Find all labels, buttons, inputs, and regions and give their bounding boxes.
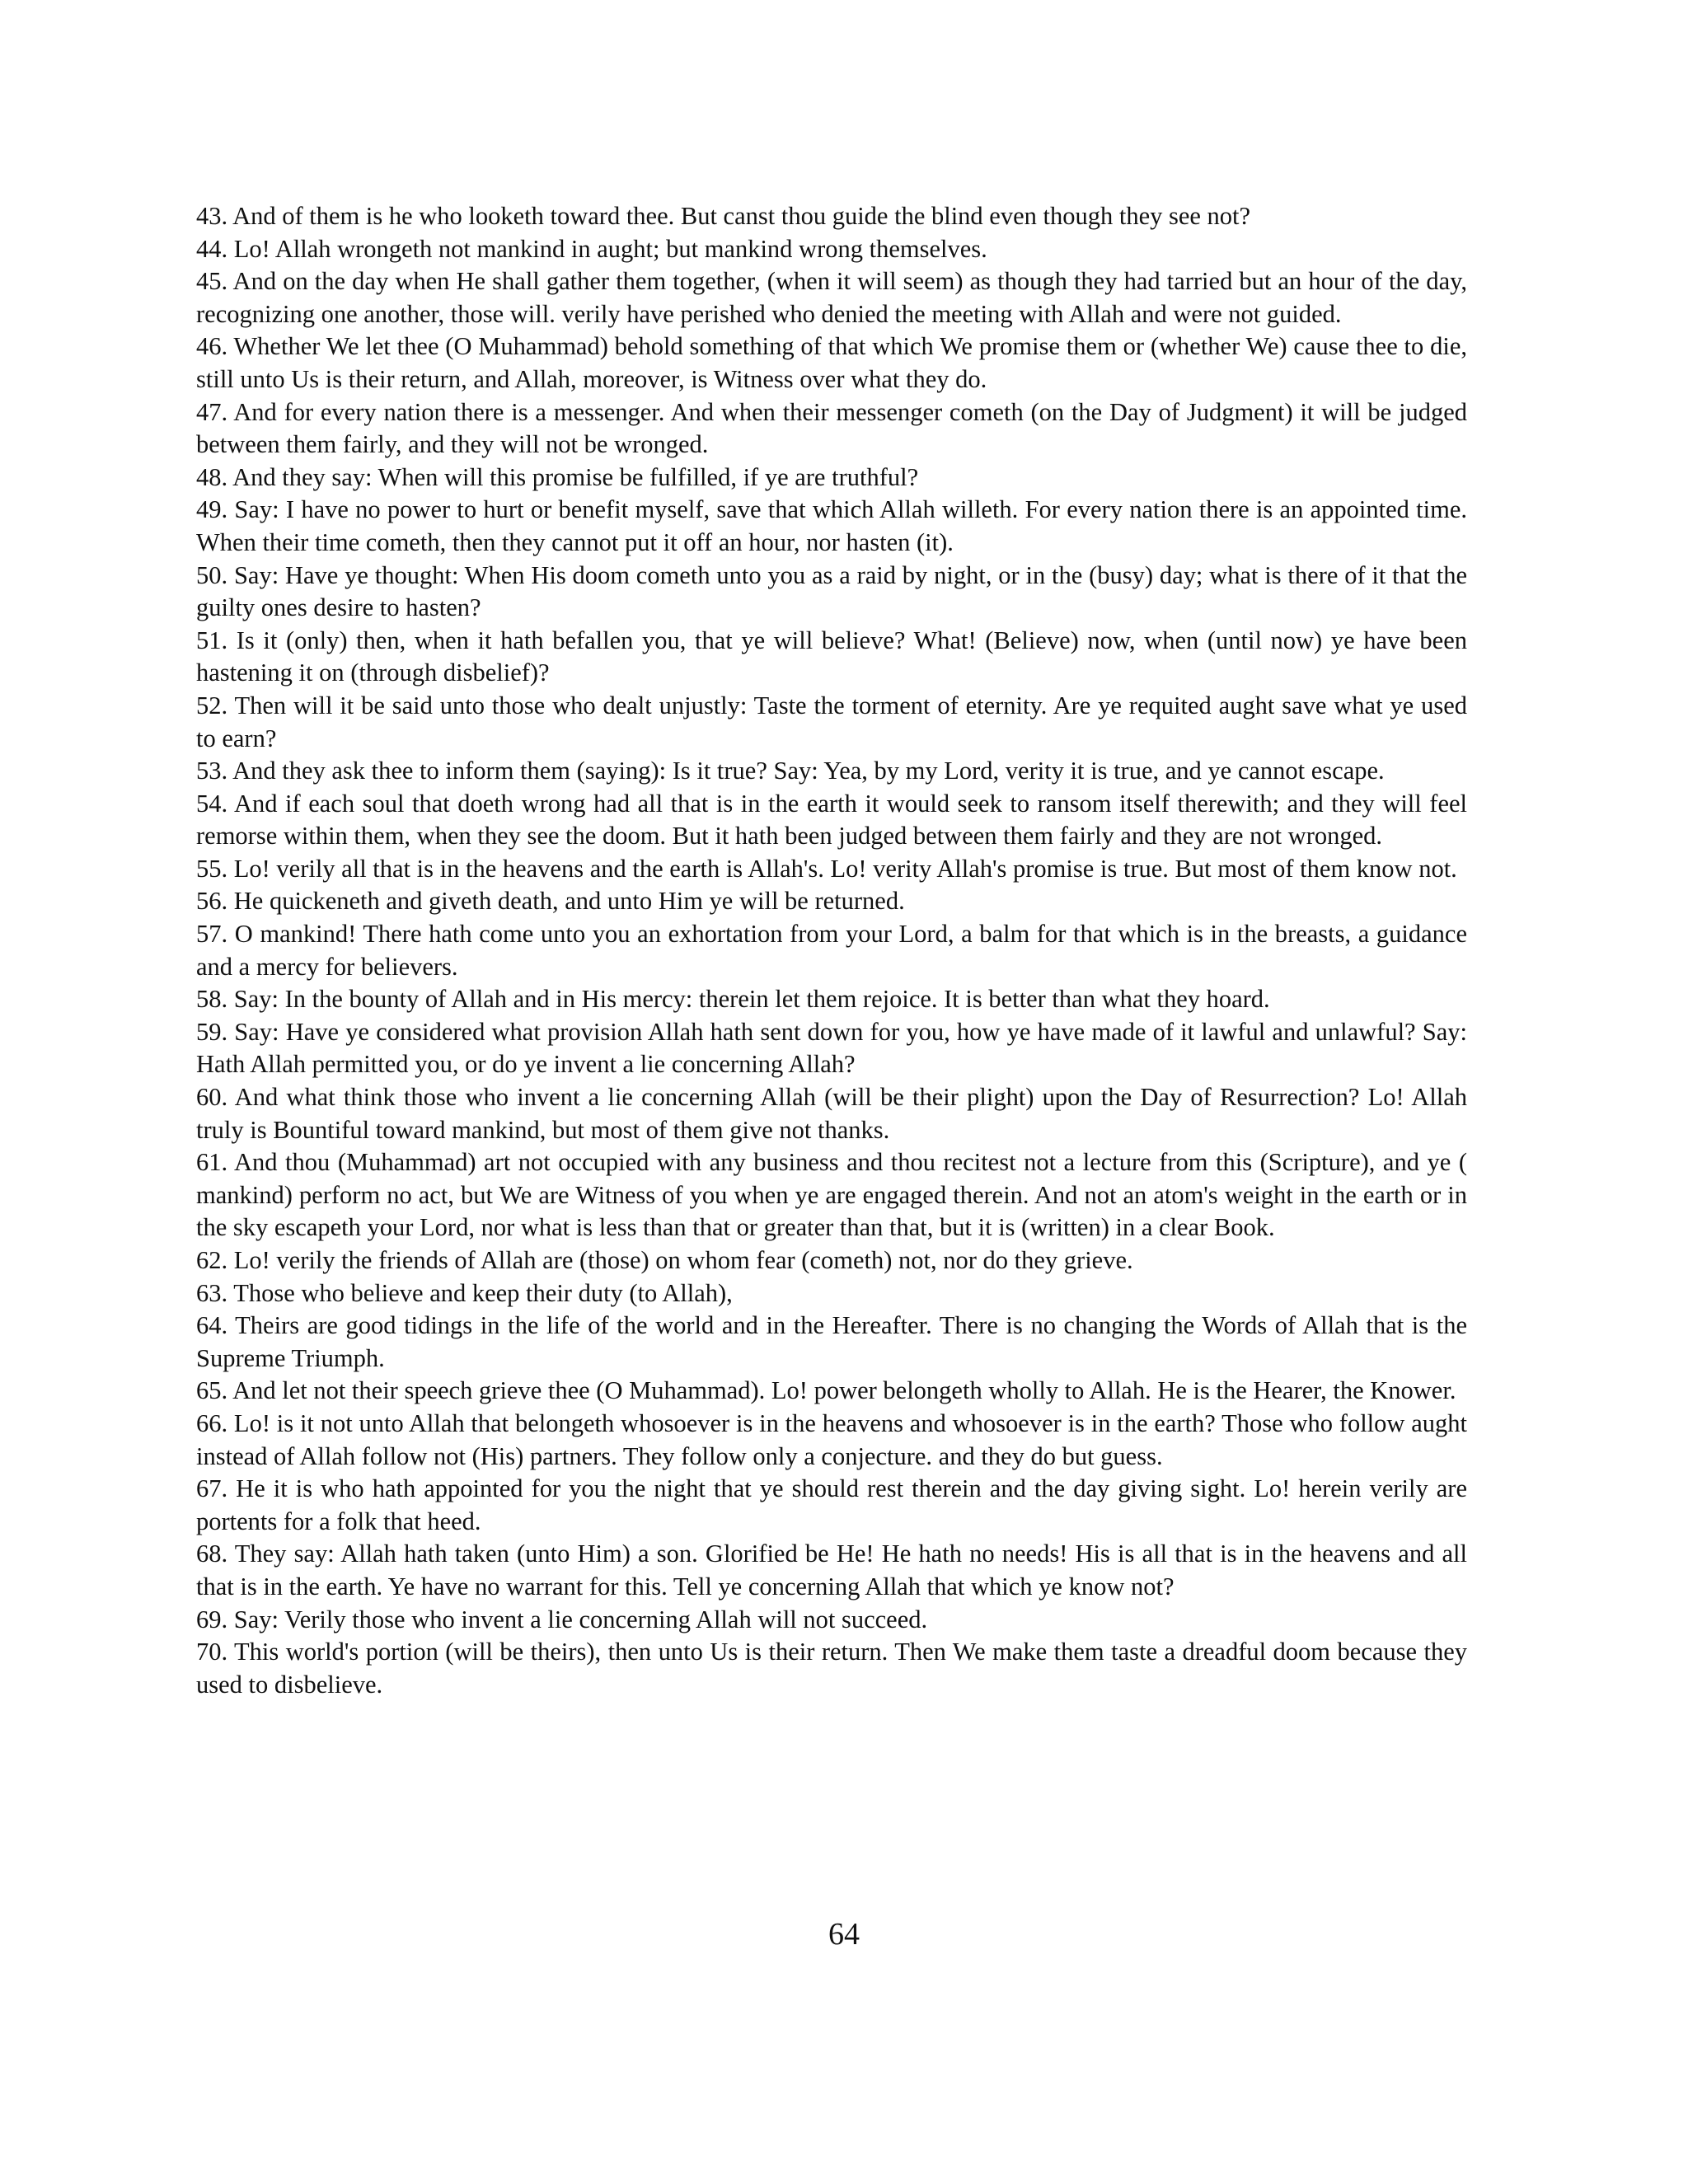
verse-53: 53. And they ask thee to inform them (saying): Is it true? Say: Yea, by my Lord, verity it is true, and ye cannot escape. — [196, 757, 1385, 785]
verse-45: 45. And on the day when He shall gather them together, (when it will seem) as though they had tarried but an hour of the day, recognizing one another, those will. verily have perished who denied the meeting with Allah and were not guided. — [196, 267, 1467, 328]
verse-48: 48. And they say: When will this promise be fulfilled, if ye are truthful? — [196, 462, 919, 491]
verse-57: 57. O mankind! There hath come unto you an exhortation from your Lord, a balm for that which is in the breasts, a guidance and a mercy for believers. — [196, 920, 1467, 981]
verse-58: 58. Say: In the bounty of Allah and in His mercy: therein let them rejoice. It is better than what they hoard. — [196, 985, 1270, 1014]
verse-list — [196, 200, 1467, 1701]
verse-50: 50. Say: Have ye thought: When His doom cometh unto you as a raid by night, or in the (busy) day; what is there of it that the guilty ones desire to hasten? — [196, 560, 1467, 622]
verse-69: 69. Say: Verily those who invent a lie concerning Allah will not succeed. — [196, 1605, 928, 1633]
verse-59: 59. Say: Have ye considered what provision Allah hath sent down for you, how ye have made of it lawful and unlawful? Say: Hath Allah permitted you, or do ye invent a lie concerning Allah? — [196, 1017, 1467, 1079]
verse-49: 49. Say: I have no power to hurt or benefit myself, save that which Allah willeth. For every nation there is an appointed time. When their time cometh, then they cannot put it off an hour, nor hasten (it). — [196, 495, 1467, 556]
verse-62: 62. Lo! verily the friends of Allah are (those) on whom fear (cometh) not, nor do they grieve. — [196, 1246, 1133, 1274]
verse-66: 66. Lo! is it not unto Allah that belongeth whosoever is in the heavens and whosoever is in the earth? Those who follow aught instead of Allah follow not (His) partners. They follow only a conjecture. and they do but guess. — [196, 1408, 1467, 1470]
page-number: 64 — [828, 1917, 860, 1952]
verse-64: 64. Theirs are good tidings in the life of the world and in the Hereafter. There is no changing the Words of Allah that is the Supreme Triumph. — [196, 1311, 1467, 1372]
verse-70: 70. This world's portion (will be theirs), then unto Us is their return. Then We make them taste a dreadful doom because they used to disbelieve. — [196, 1638, 1467, 1699]
verse-60: 60. And what think those who invent a lie concerning Allah (will be their plight) upon the Day of Resurrection? Lo! Allah truly is Bountiful toward mankind, but most of them give not thanks. — [196, 1083, 1467, 1144]
verse-43: 43. And of them is he who looketh toward thee. But canst thou guide the blind even though they see not? — [196, 202, 1251, 230]
verse-52: 52. Then will it be said unto those who dealt unjustly: Taste the torment of eternity. Are ye requited aught save what ye used to earn? — [196, 691, 1467, 752]
verse-56: 56. He quickeneth and giveth death, and unto Him ye will be returned. — [196, 887, 905, 916]
verse-61: 61. And thou (Muhammad) art not occupied with any business and thou recitest not a lecture from this (Scripture), and ye ( mankind) perform no act, but We are Witness of you when ye are engaged therein. And not an atom's weight in the earth or in the sky escapeth your Lord, nor what is less than that or greater than that, but it is (written) in a clear Book. — [196, 1148, 1467, 1242]
verse-65: 65. And let not their speech grieve thee (O Muhammad). Lo! power belongeth wholly to Allah. He is the Hearer, the Knower. — [196, 1376, 1456, 1405]
verse-67: 67. He it is who hath appointed for you the night that ye should rest therein and the day giving sight. Lo! herein verily are portents for a folk that heed. — [196, 1474, 1467, 1535]
verse-44: 44. Lo! Allah wrongeth not mankind in aught; but mankind wrong themselves. — [196, 234, 987, 263]
verse-54: 54. And if each soul that doeth wrong had all that is in the earth it would seek to ransom itself therewith; and they will feel remorse within them, when they see the doom. But it hath been judged between them fairly and they are not wronged. — [196, 789, 1467, 851]
verse-46: 46. Whether We let thee (O Muhammad) behold something of that which We promise them or (whether We) cause thee to die, still unto Us is their return, and Allah, moreover, is Witness over what they do. — [196, 332, 1467, 393]
verse-68: 68. They say: Allah hath taken (unto Him) a son. Glorified be He! He hath no needs! His is all that is in the heavens and all that is in the earth. Ye have no warrant for this. Tell ye concerning Allah that which ye know not? — [196, 1540, 1467, 1601]
verse-47: 47. And for every nation there is a messenger. And when their messenger cometh (on the Day of Judgment) it will be judged between them fairly, and they will not be wronged. — [196, 397, 1467, 459]
verse-55: 55. Lo! verily all that is in the heavens and the earth is Allah's. Lo! verity Allah's promise is true. But most of them know not. — [196, 854, 1457, 883]
verse-51: 51. Is it (only) then, when it hath befallen you, that ye will believe? What! (Believe) now, when (until now) ye have been hastening it on (through disbelief)? — [196, 626, 1467, 687]
verse-63: 63. Those who believe and keep their duty (to Allah), — [196, 1278, 733, 1307]
